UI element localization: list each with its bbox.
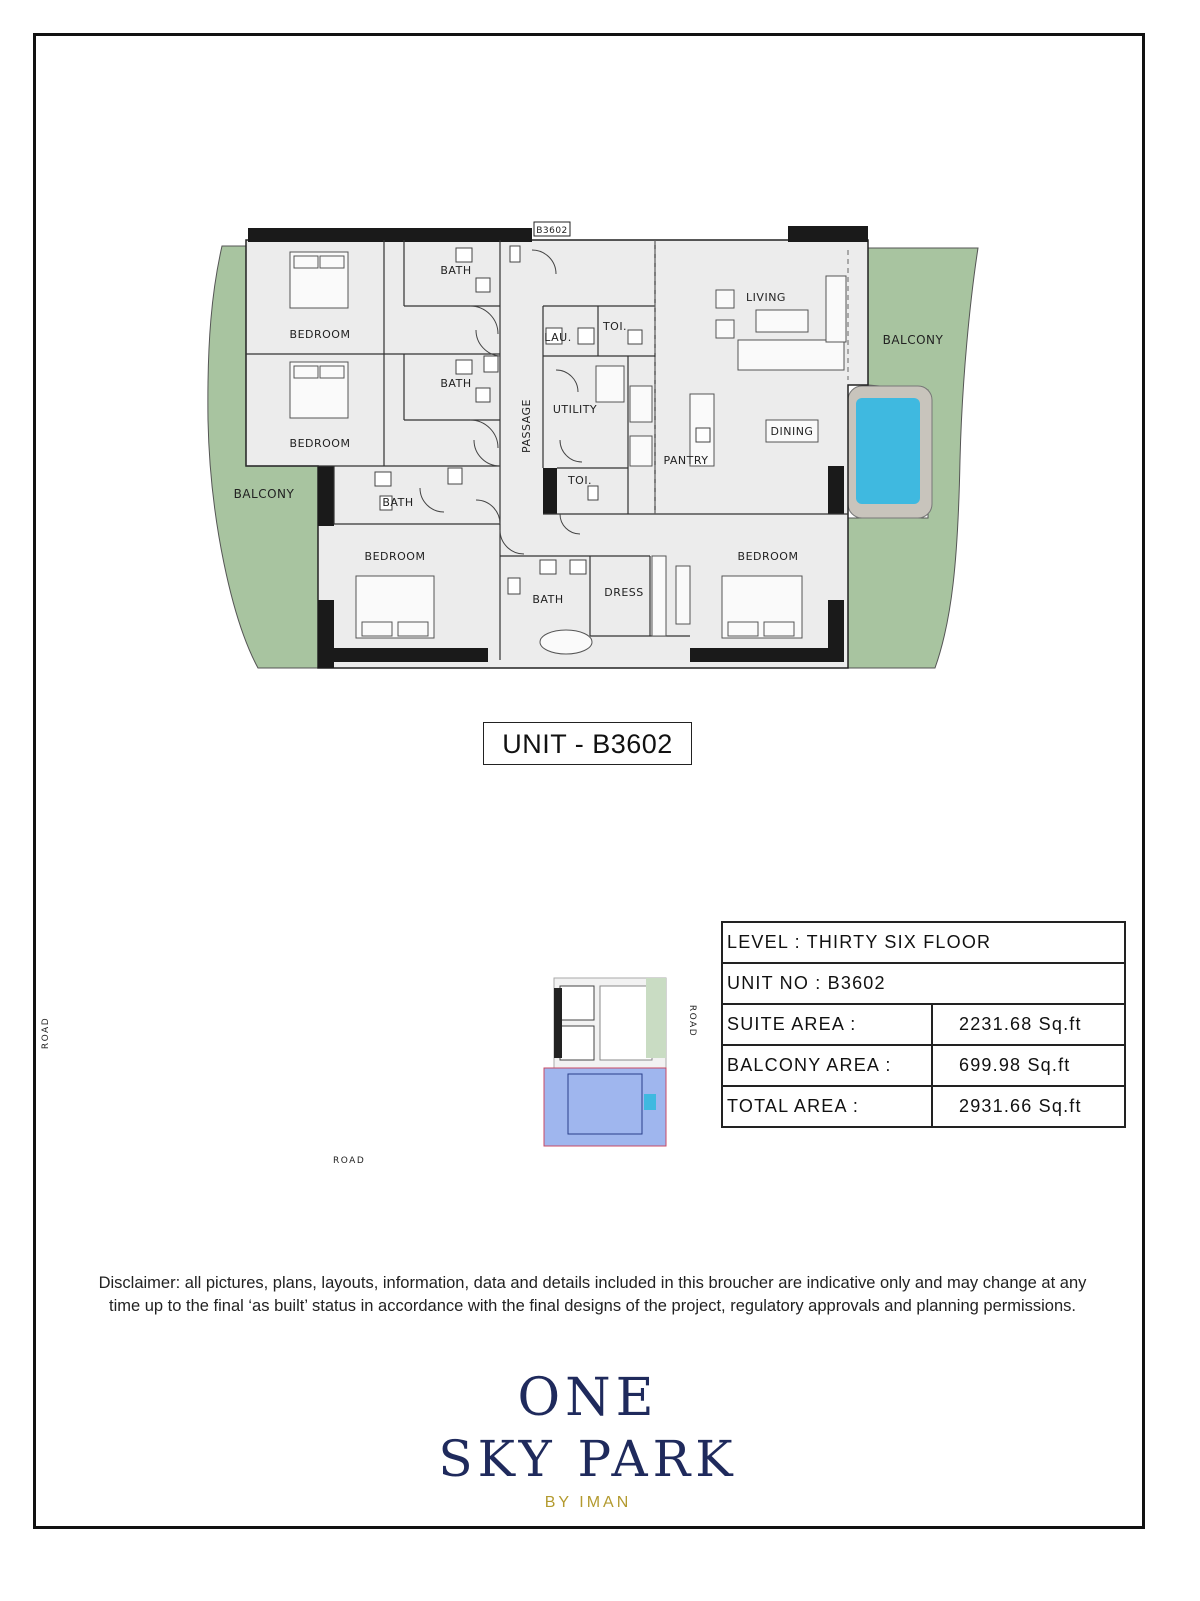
wall-segment [828, 600, 844, 662]
wall-segment [318, 648, 488, 662]
table-row [722, 922, 1125, 963]
room-label-bedroom-3: BEDROOM [364, 550, 426, 563]
room-label-pantry: PANTRY [663, 454, 709, 467]
road-label-right: ROAD [687, 1004, 698, 1038]
room-label-bedroom-1: BEDROOM [289, 328, 351, 341]
table-row [722, 1045, 1125, 1086]
table-row [722, 1004, 1125, 1045]
suite-area-label: SUITE AREA : [722, 1004, 932, 1045]
suite-area-value: 2231.68 Sq.ft [932, 1004, 1125, 1045]
room-label-bath-2: BATH [440, 377, 472, 390]
room-label-dining: DINING [770, 425, 814, 438]
room-label-passage: PASSAGE [520, 399, 533, 453]
room-label-toi-1: TOI. [602, 320, 628, 333]
table-row [722, 1086, 1125, 1127]
unit-title: UNIT - B3602 [483, 722, 692, 765]
wall-segment [690, 648, 840, 662]
total-area-value: 2931.66 Sq.ft [932, 1086, 1125, 1127]
balcony-area-label: BALCONY AREA : [722, 1045, 932, 1086]
table-row [722, 963, 1125, 1004]
wall-segment [543, 468, 557, 514]
pool [856, 398, 920, 504]
road-label-left: ROAD [41, 1016, 52, 1050]
room-label-utility: UTILITY [552, 403, 598, 416]
disclaimer-text: Disclaimer: all pictures, plans, layouts, information, data and details included in this broucher are indicative only and may change at any time up to the final ‘as built’ status in accordance with the final designs of the project, regulatory approvals and planning permissions. [98, 1274, 1087, 1315]
room-label-bedroom-2: BEDROOM [289, 437, 351, 450]
road-label-bottom: ROAD [333, 1156, 366, 1166]
room-label-bath-4: BATH [532, 593, 564, 606]
level-cell: LEVEL : THIRTY SIX FLOOR [722, 922, 1125, 963]
room-label-bath-3: BATH [382, 496, 414, 509]
logo-line-by-iman: BY IMAN [544, 1494, 632, 1511]
room-label-dress: DRESS [604, 586, 644, 599]
unit-tag: B3602 [536, 226, 568, 236]
unit-no-cell: UNIT NO : B3602 [722, 963, 1125, 1004]
logo-line-one: ONE [517, 1368, 659, 1428]
room-label-toi-2: TOI. [567, 474, 593, 487]
room-label-living: LIVING [746, 291, 786, 304]
room-label-lau: LAU. [544, 331, 572, 344]
total-area-label: TOTAL AREA : [722, 1086, 932, 1127]
area-table [721, 921, 1126, 1128]
wall-segment [788, 226, 868, 242]
logo-line-sky-park: SKY PARK [438, 1430, 738, 1488]
room-label-balcony-left: BALCONY [233, 487, 295, 501]
room-label-balcony-right: BALCONY [882, 333, 944, 347]
wall-segment [318, 466, 334, 526]
balcony-area-value: 699.98 Sq.ft [932, 1045, 1125, 1086]
room-label-bath-1: BATH [440, 264, 472, 277]
floor-plan [0, 0, 1200, 720]
wall-segment [828, 466, 844, 514]
wall-segment [248, 228, 532, 242]
room-label-bedroom-4: BEDROOM [737, 550, 799, 563]
